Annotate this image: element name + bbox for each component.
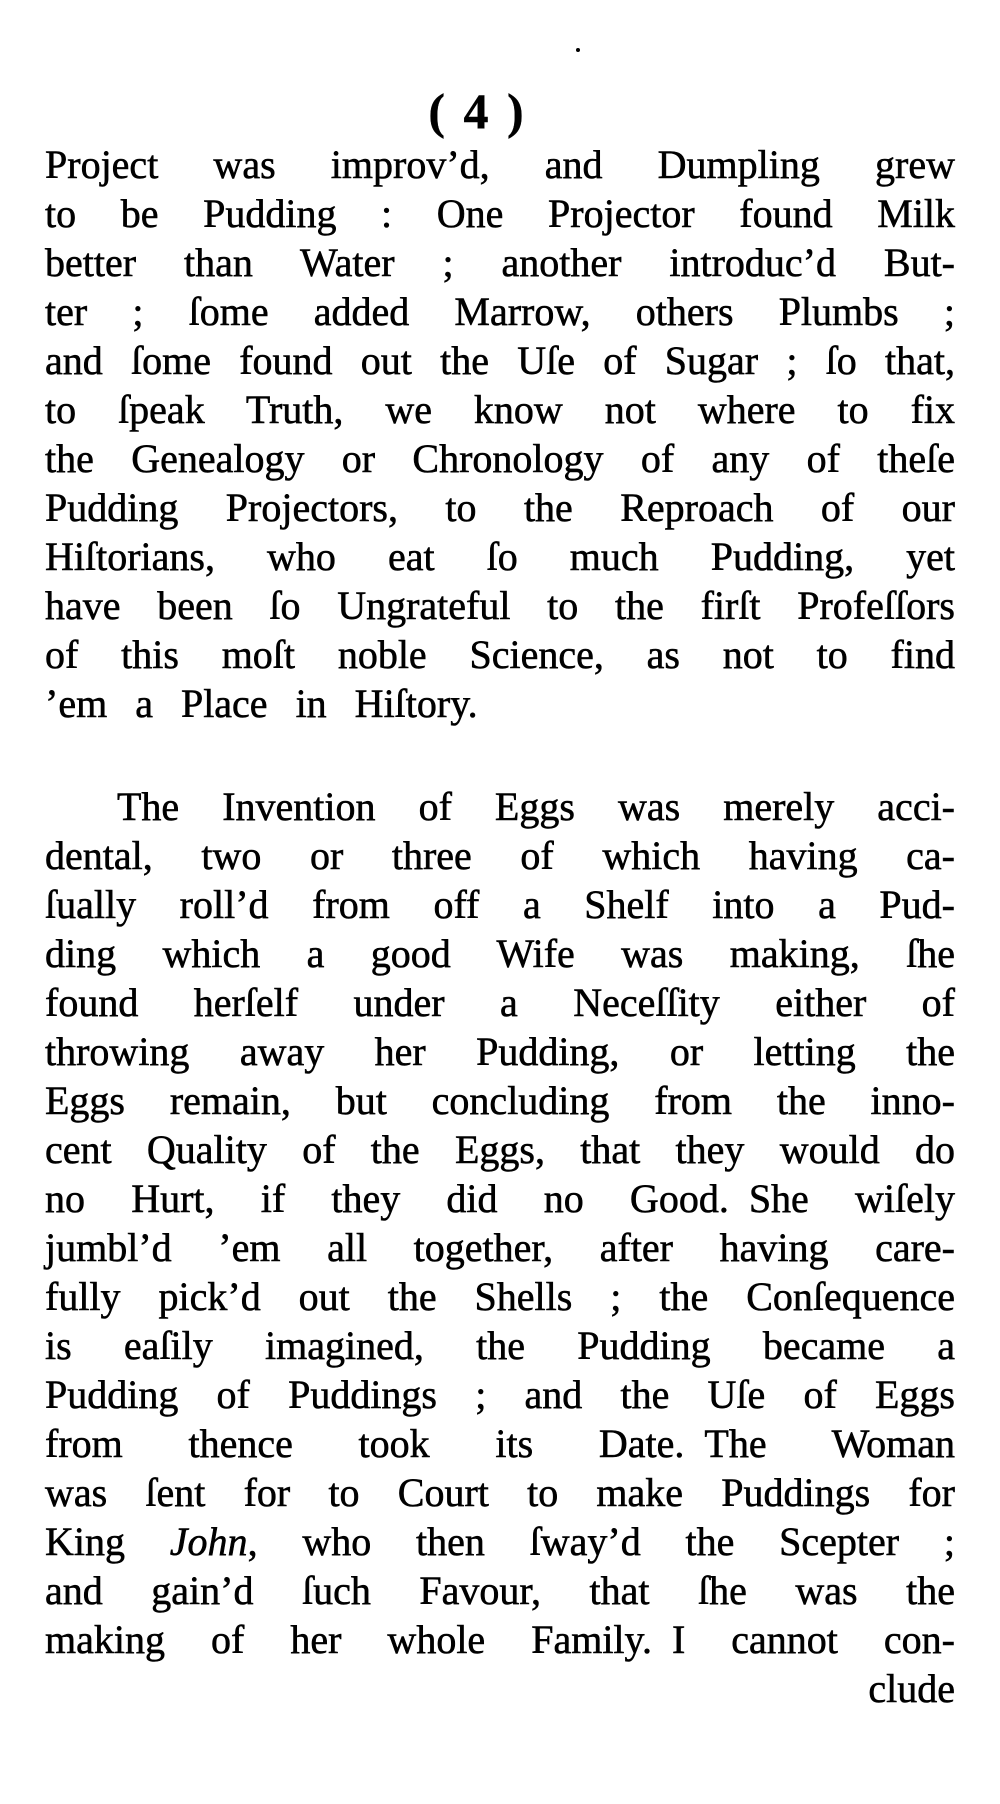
paragraph-gap xyxy=(45,728,955,782)
text-line xyxy=(45,140,955,189)
text-line xyxy=(45,831,955,880)
text-segment: was ſent for to Court to make Puddings for xyxy=(45,1470,955,1515)
text-line xyxy=(45,1517,955,1566)
text-segment: to be Pudding : One Projector found Milk xyxy=(45,191,955,236)
text-segment: and ſome found out the Uſe of Sugar ; ſo that, xyxy=(45,338,955,383)
text-segment: , who then ſway’d the Scepter ; xyxy=(247,1519,956,1564)
text-line xyxy=(45,385,955,434)
text-line xyxy=(45,1615,955,1664)
text-segment: to ſpeak Truth, we know not where to fix xyxy=(45,387,955,432)
text-line xyxy=(45,1419,955,1468)
text-line xyxy=(45,782,955,831)
text-segment: Hiſtorians, who eat ſo much Pudding, yet xyxy=(45,534,955,579)
text-line xyxy=(45,1223,955,1272)
text-segment: better than Water ; another introduc’d But- xyxy=(45,240,955,285)
text-segment: found herſelf under a Neceſſity either of xyxy=(45,980,955,1025)
text-line xyxy=(45,630,955,679)
text-segment: Eggs remain, but concluding from the inno- xyxy=(45,1078,955,1123)
text-segment: is eaſily imagined, the Pudding became a xyxy=(45,1323,955,1368)
text-line xyxy=(45,532,955,581)
page-number: ( 4 ) xyxy=(428,83,524,139)
text-line xyxy=(45,1174,955,1223)
text-segment: and gain’d ſuch Favour, that ſhe was the xyxy=(45,1568,955,1613)
text-line xyxy=(45,1027,955,1076)
text-segment: jumbl’d ’em all together, after having care- xyxy=(45,1225,955,1270)
paragraphs xyxy=(45,140,955,1664)
text-segment: The Invention of Eggs was merely acci- xyxy=(117,784,955,829)
text-segment: the Genealogy or Chronology of any of theſe xyxy=(45,436,955,481)
text-line xyxy=(45,929,955,978)
text-line xyxy=(45,1272,955,1321)
text-segment: no Hurt, if they did no Good. She wiſely xyxy=(45,1176,955,1221)
text-segment: ſually roll’d from off a Shelf into a Pud- xyxy=(45,882,955,927)
text-segment: Project was improv’d, and Dumpling grew xyxy=(45,142,955,187)
text-segment: throwing away her Pudding, or letting the xyxy=(45,1029,955,1074)
text-line xyxy=(45,679,955,728)
text-segment: making of her whole Family. I cannot con- xyxy=(45,1617,955,1662)
text-segment: have been ſo Ungrateful to the firſt Profeſſors xyxy=(45,583,955,628)
text-block xyxy=(45,140,955,1713)
text-line xyxy=(45,1125,955,1174)
text-segment: ter ; ſome added Marrow, others Plumbs ; xyxy=(45,289,955,334)
text-segment: ’em a Place in Hiſtory. xyxy=(45,681,478,726)
text-line xyxy=(45,1370,955,1419)
text-line xyxy=(45,1468,955,1517)
italic-text: John xyxy=(169,1519,248,1564)
text-line xyxy=(45,1076,955,1125)
text-line xyxy=(45,434,955,483)
text-line xyxy=(45,1321,955,1370)
text-segment: ding which a good Wife was making, ſhe xyxy=(45,931,955,976)
text-segment: Pudding of Puddings ; and the Uſe of Eggs xyxy=(45,1372,955,1417)
text-line xyxy=(45,189,955,238)
text-line xyxy=(45,483,955,532)
text-segment: dental, two or three of which having ca- xyxy=(45,833,955,878)
text-line xyxy=(45,238,955,287)
text-segment: fully pick’d out the Shells ; the Conſequence xyxy=(45,1274,955,1319)
text-segment: Pudding Projectors, to the Reproach of our xyxy=(45,485,955,530)
text-line xyxy=(45,1566,955,1615)
text-line xyxy=(45,978,955,1027)
text-line xyxy=(45,336,955,385)
text-line xyxy=(45,880,955,929)
catchword-line xyxy=(45,1664,955,1713)
catchword: clude xyxy=(868,1666,955,1711)
text-segment: of this moſt noble Science, as not to find xyxy=(45,632,955,677)
text-line xyxy=(45,287,955,336)
text-segment: cent Quality of the Eggs, that they would do xyxy=(45,1127,955,1172)
scan-speck xyxy=(576,48,580,52)
text-segment: from thence took its Date. The Woman xyxy=(45,1421,955,1466)
text-line xyxy=(45,581,955,630)
text-segment: King xyxy=(45,1519,170,1564)
